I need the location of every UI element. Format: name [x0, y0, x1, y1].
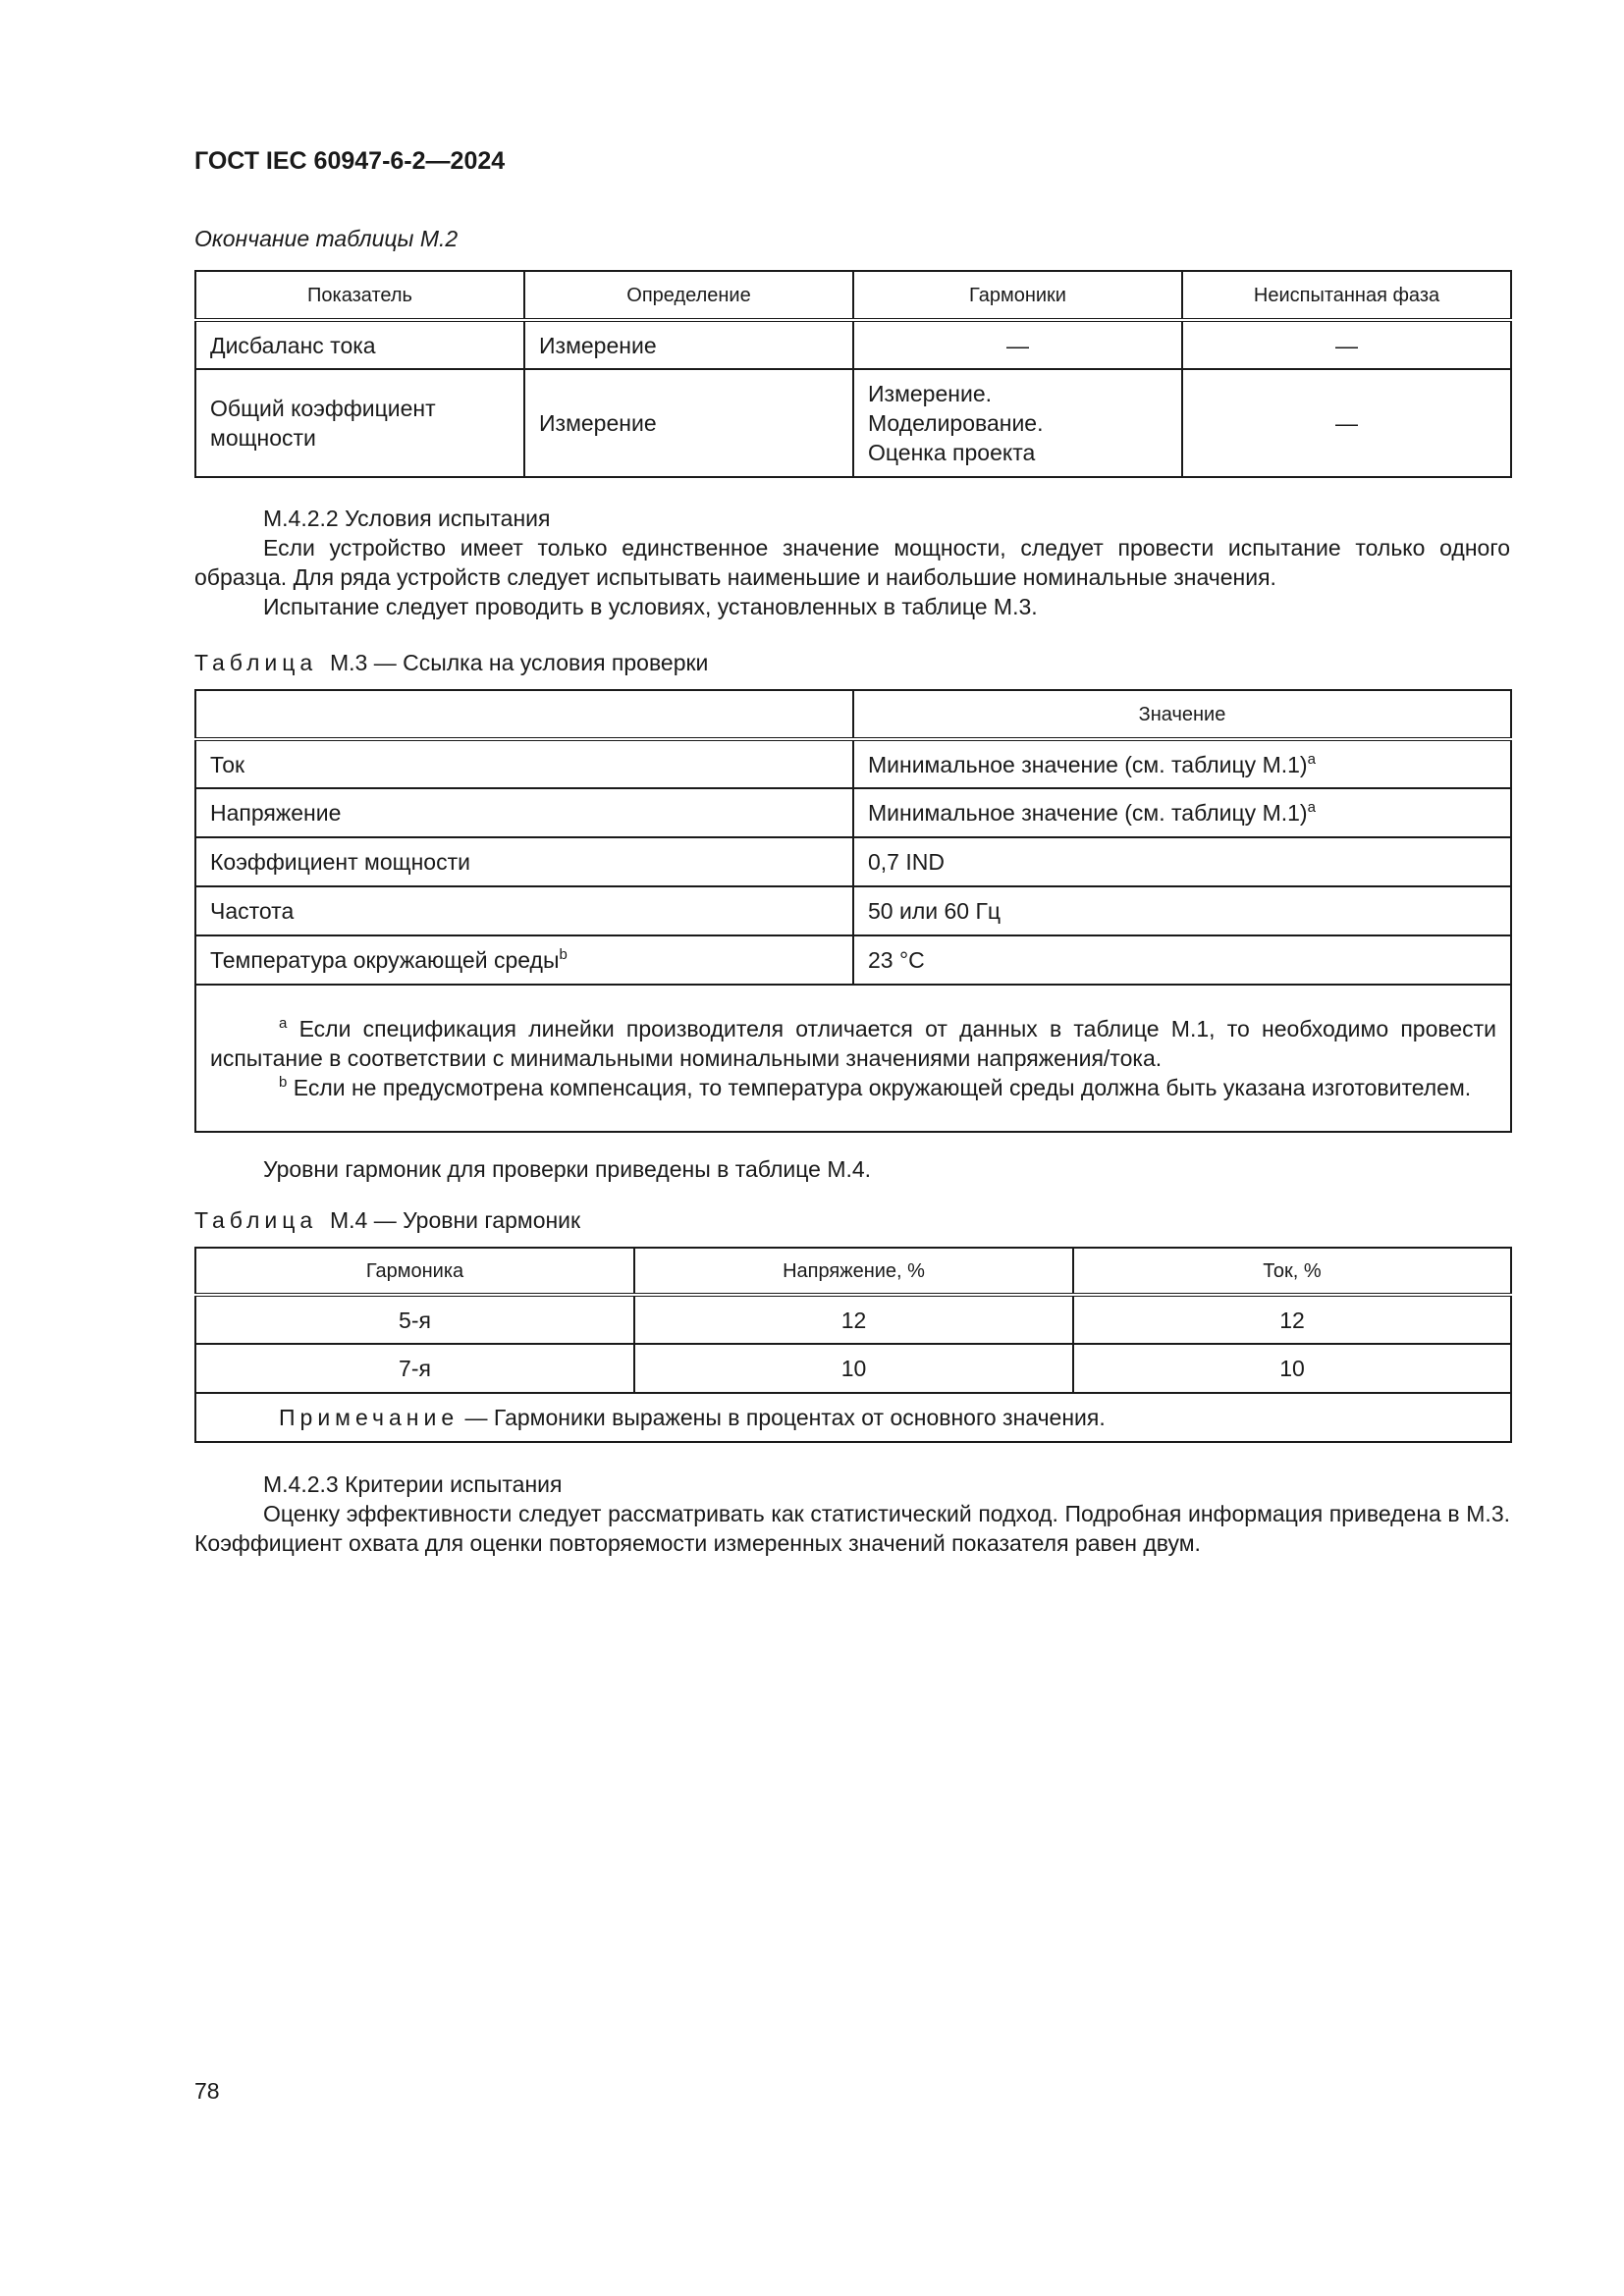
table-continuation-caption: Окончание таблицы М.2 [194, 226, 459, 251]
table-cell: 10 [634, 1344, 1073, 1393]
column-header: Гармоники [853, 271, 1182, 320]
cell-line: Моделирование. [868, 410, 1044, 436]
table-cell: 10 [1073, 1344, 1511, 1393]
table-cell: 0,7 IND [853, 837, 1511, 886]
table-row [195, 320, 1511, 369]
table-row [195, 788, 1511, 837]
table-cell [853, 739, 1511, 788]
table-row [195, 369, 1511, 477]
section-title: М.4.2.3 Критерии испытания [263, 1471, 563, 1497]
harmonics-intro: Уровни гармоник для проверки приведены в таблице М.4. [263, 1156, 872, 1182]
column-header: Определение [524, 271, 853, 320]
caption-word: Таблица [194, 1207, 318, 1233]
caption-text: М.3 — Ссылка на условия проверки [329, 650, 709, 675]
table-cell: Ток [195, 739, 853, 788]
table-footnotes-row [195, 985, 1511, 1132]
table-note-row [195, 1393, 1511, 1442]
table-row [195, 935, 1511, 985]
column-header: Значение [853, 690, 1511, 739]
table-m4 [194, 1247, 1512, 1443]
table-row [195, 1295, 1511, 1344]
paragraph: Оценку эффективности следует рассматривать как статистический подход. Подробная информация приведена в М.3. Коэффициент охвата для оценки повторяемости измеренных значений показателя равен двум. [194, 1501, 1510, 1556]
table-cell: — [853, 320, 1182, 369]
column-header: Гармоника [195, 1248, 634, 1295]
caption-word: Таблица [194, 650, 318, 675]
table-cell: 50 или 60 Гц [853, 886, 1511, 935]
column-header-empty [195, 690, 853, 739]
footnote-text: Если не предусмотрена компенсация, то температура окружающей среды должна быть указана изготовителем. [293, 1075, 1472, 1100]
footnote-text: Если спецификация линейки производителя отличается от данных в таблице М.1, то необходимо провести испытание в соответствии с минимальными номинальными значениями напряжения/тока. [210, 1016, 1496, 1071]
cell-line: Измерение. [868, 381, 992, 406]
table-footnotes [195, 985, 1511, 1132]
table-row [195, 886, 1511, 935]
table-header-row [195, 690, 1511, 739]
table-cell: Дисбаланс тока [195, 320, 524, 369]
table-row [195, 1344, 1511, 1393]
footnote-mark: a [279, 1015, 288, 1032]
table-cell [853, 788, 1511, 837]
table-cell: 12 [634, 1295, 1073, 1344]
table-m2 [194, 270, 1512, 478]
note-text: — Гармоники выражены в процентах от основного значения. [459, 1405, 1106, 1430]
section-title: М.4.2.2 Условия испытания [263, 506, 551, 531]
cell-text: Минимальное значение (см. таблицу М.1) [868, 800, 1308, 826]
cell-text: Минимальное значение (см. таблицу М.1) [868, 751, 1308, 777]
column-header: Ток, % [1073, 1248, 1511, 1295]
footnote-ref: a [1307, 799, 1316, 816]
table-note [195, 1393, 1511, 1442]
table-cell: Измерение [524, 369, 853, 477]
column-header: Показатель [195, 271, 524, 320]
footnote-mark: b [279, 1074, 288, 1091]
table-cell: — [1182, 320, 1511, 369]
table-cell: Напряжение [195, 788, 853, 837]
footnote [210, 1014, 1496, 1073]
table-cell: Коэффициент мощности [195, 837, 853, 886]
paragraph: Испытание следует проводить в условиях, установленных в таблице М.3. [263, 594, 1038, 619]
table-cell: 5-я [195, 1295, 634, 1344]
column-header: Напряжение, % [634, 1248, 1073, 1295]
table-cell: Частота [195, 886, 853, 935]
note-word: Примечание [279, 1405, 460, 1430]
table-cell: Общий коэффициент мощности [195, 369, 524, 477]
table-m4-caption [194, 1207, 580, 1234]
column-header: Неиспытанная фаза [1182, 271, 1511, 320]
table-m3-caption [194, 650, 708, 676]
table-header-row [195, 271, 1511, 320]
caption-text: М.4 — Уровни гармоник [329, 1207, 581, 1233]
paragraph: Если устройство имеет только единственное значение мощности, следует провести испытание только одного образца. Для ряда устройств следует испытывать наименьшие и наибольшие номинальные значения. [194, 535, 1510, 590]
table-cell: 23 °C [853, 935, 1511, 985]
table-header-row [195, 1248, 1511, 1295]
table-cell: — [1182, 369, 1511, 477]
cell-line: Оценка проекта [868, 440, 1036, 465]
section-m423 [194, 1469, 1510, 1558]
table-m3 [194, 689, 1512, 1133]
footnote-ref: a [1307, 750, 1316, 768]
table-cell: Измерение [524, 320, 853, 369]
section-m422 [194, 504, 1510, 621]
table-row [195, 837, 1511, 886]
table-cell: 12 [1073, 1295, 1511, 1344]
table-row [195, 739, 1511, 788]
cell-text: Температура окружающей среды [210, 947, 560, 973]
table-cell [195, 935, 853, 985]
table-cell: 7-я [195, 1344, 634, 1393]
table-cell [853, 369, 1182, 477]
footnote [210, 1073, 1496, 1102]
page-number: 78 [194, 2078, 220, 2104]
document-title: ГОСТ IEC 60947-6-2—2024 [194, 147, 506, 175]
footnote-ref: b [559, 946, 568, 963]
